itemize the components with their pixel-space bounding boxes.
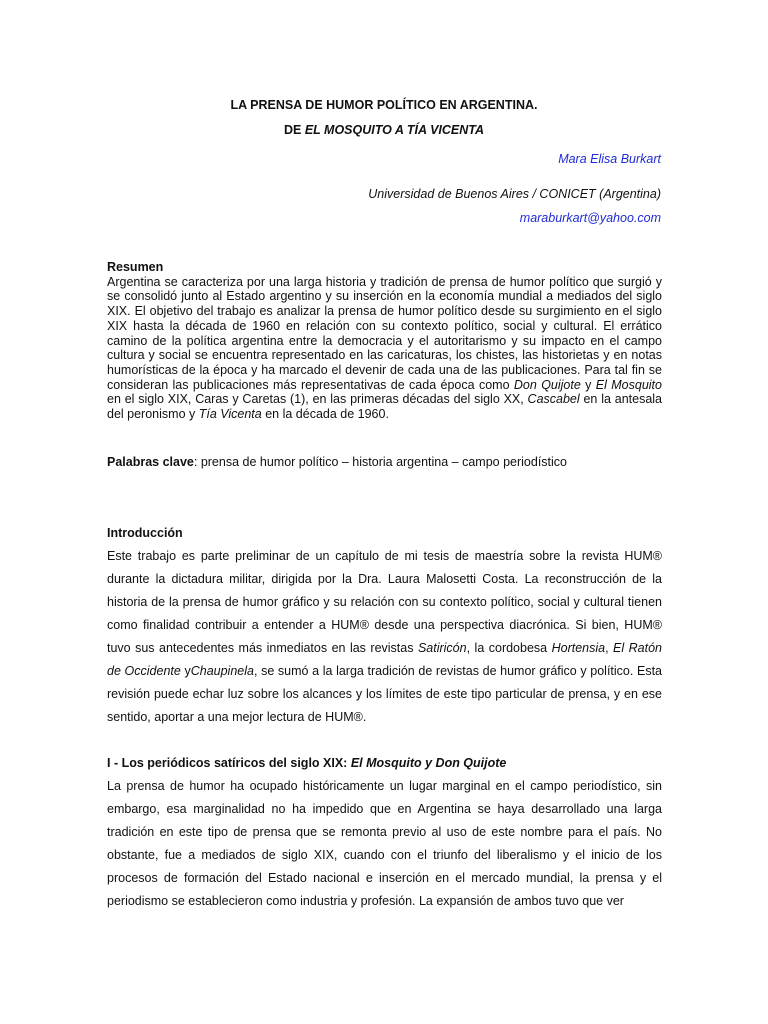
intro-text (107, 545, 662, 729)
intro-heading: Introducción (107, 526, 183, 540)
intro-text-5: , se sumó a la larga tradición de revistas de humor gráfico y político. Esta revisión puede echar luz sobre los alcances y los límites de este tipo particular de prensa, y en ese sentido, aportar a una mejor lectura de HUM®. (107, 664, 662, 724)
abstract (107, 260, 662, 422)
title-line-2 (0, 122, 768, 138)
abstract-text (107, 275, 662, 422)
introduction-section (107, 522, 662, 729)
intro-text-4: y (180, 664, 191, 678)
section-1-heading (107, 752, 662, 775)
abstract-italic-3: Cascabel (527, 392, 580, 407)
keywords-text: : prensa de humor político – historia argentina – campo periodístico (193, 455, 568, 469)
intro-text-3: , (605, 641, 614, 655)
abstract-italic-1: Don Quijote (513, 377, 581, 392)
abstract-text-2: y (580, 377, 596, 392)
section-1-text: La prensa de humor ha ocupado históricamente un lugar marginal en el campo periodístico, sin embargo, esa marginalidad no ha impedido que en Argentina se haya desarrollado una larga tradición en este tipo de prensa que se remonta previo al uso de este nombre para el país. No obstante, fue a mediados de siglo XIX, cuando con el triunfo del liberalismo y el inicio de los procesos de formación del Estado nacional e inserción en el mercado mundial, la prensa y el periodismo se establecieron como industria y profesión. La expansión de ambos tuvo que ver (107, 779, 662, 908)
section-1 (107, 752, 662, 913)
abstract-text-4: en la antesala del peronismo y (107, 392, 662, 422)
intro-text-2: , la cordobesa (466, 641, 552, 655)
author-affiliation: Universidad de Buenos Aires / CONICET (Argentina) (368, 187, 661, 201)
intro-italic-3: El Ratón de Occidente (107, 641, 662, 678)
title-line-2-prefix: DE (283, 123, 305, 137)
author-name: Mara Elisa Burkart (558, 152, 661, 166)
abstract-text-3: en el siglo XIX, Caras y Caretas (1), en las primeras décadas del siglo XX, (107, 392, 528, 407)
intro-text-1: Este trabajo es parte preliminar de un capítulo de mi tesis de maestría sobre la revista HUM® durante la dictadura militar, dirigida por la Dra. Laura Malosetti Costa. La reconstrucción de la historia de la prensa de humor gráfico y su relación con su contexto político, social y cultural tienen como finalidad contribuir a entender a HUM® desde una perspectiva diacrónica. Si bien, HUM® tuvo sus antecedentes más inmediatos en las revistas (107, 549, 662, 655)
title-line-1: LA PRENSA DE HUMOR POLÍTICO EN ARGENTINA. (230, 98, 538, 112)
abstract-text-1: Argentina se caracteriza por una larga historia y tradición de prensa de humor político que surgió y se consolidó junto al Estado argentino y su inserción en la economía mundial a mediados del siglo XIX. El objetivo del trabajo es analizar la prensa de humor político desde su surgimiento en el siglo XIX hasta la década de 1960 en relación con su contexto político, social y cultural. El errático camino de la política argentina entre la democracia y el autoritarismo y su impacto en el campo cultura y social se encuentra representado en las caricaturas, los chistes, las historietas y en notas humorísticas de la época y ha marcado el devenir de cada una de las publicaciones. Para tal fin se consideran las publicaciones más representativas de cada época como (107, 274, 662, 392)
abstract-italic-2: El Mosquito (595, 377, 662, 392)
section-1-heading-italic: El Mosquito y Don Quijote (350, 756, 507, 770)
intro-italic-4: Chaupinela (190, 664, 254, 678)
abstract-heading: Resumen (107, 260, 164, 274)
intro-italic-2: Hortensia (551, 641, 606, 655)
intro-italic-1: Satiricón (417, 641, 467, 655)
abstract-italic-4: Tía Vicenta (198, 407, 262, 422)
author-email[interactable]: maraburkart@yahoo.com (519, 211, 661, 225)
title-line-2-italic: EL MOSQUITO A TÍA VICENTA (304, 123, 485, 137)
keywords (107, 454, 662, 470)
keywords-label: Palabras clave (107, 455, 194, 469)
abstract-text-5: en la década de 1960. (261, 407, 389, 422)
section-1-heading-prefix: I - Los periódicos satíricos del siglo XIX: (107, 756, 351, 770)
